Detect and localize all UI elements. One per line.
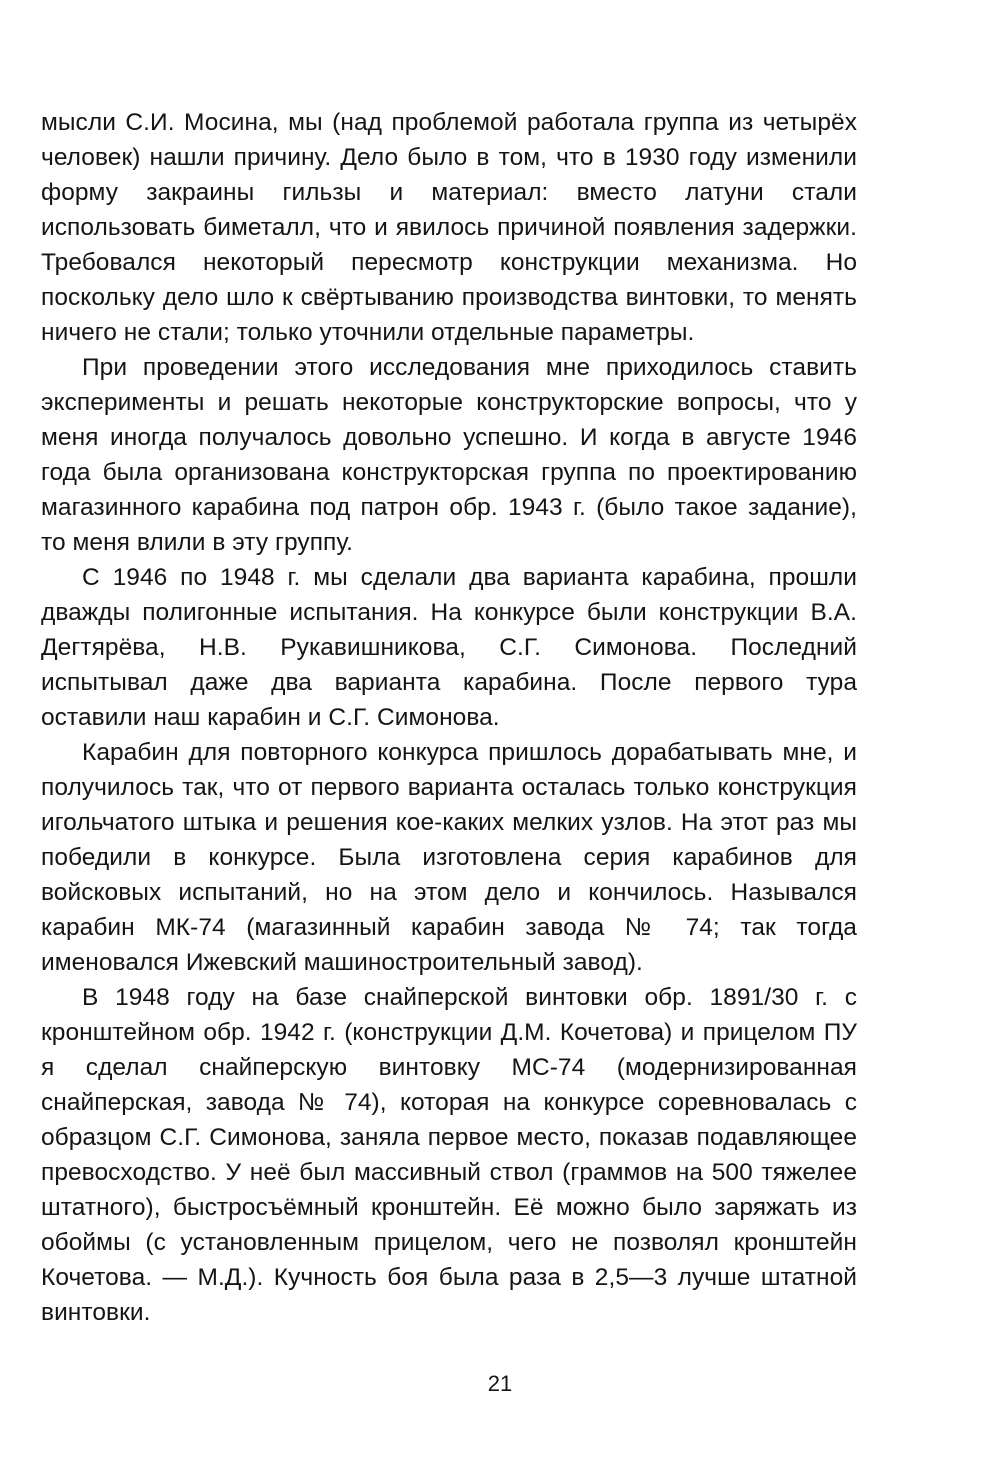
paragraph-1: мысли С.И. Мосина, мы (над проблемой работала группа из четырёх человек) нашли причину. Дело было в том, что в 1930 году изменили форму закраины гильзы и материал: вместо латуни стали использовать биметалл, что и явилось причиной появления задержки. Требовался некоторый пересмотр конструкции механизма. Но поскольку дело шло к свёртыванию производства винтовки, то менять ничего не стали; только уточнили отдельные параметры. (41, 109, 857, 346)
paragraph-5: В 1948 году на базе снайперской винтовки обр. 1891/30 г. с кронштейном обр. 1942 г. (конструкции Д.М. Кочетова) и прицелом ПУ я сделал снайперскую винтовку МС-74 (модернизированная снайперская, завода № 74), которая на конкурсе соревновалась с образцом С.Г. Симонова, заняла первое место, показав подавляющее превосходство. У неё был массивный ствол (граммов на 500 тяжелее штатного), быстросъёмный кронштейн. Её можно было заряжать из обоймы (с установленным прицелом, чего не позволял кронштейн Кочетова. — М.Д.). Кучность боя была раза в 2,5—3 лучше штатной винтовки. (41, 984, 857, 1326)
paragraph-2: При проведении этого исследования мне приходилось ставить эксперименты и решать некоторые конструкторские вопросы, что у меня иногда получалось довольно успешно. И когда в августе 1946 года была организована конструкторская группа по проектированию магазинного карабина под патрон обр. 1943 г. (было такое задание), то меня влили в эту группу. (41, 354, 857, 556)
page-number: 21 (487, 1371, 513, 1396)
body-text (41, 105, 857, 1330)
paragraph-4: Карабин для повторного конкурса пришлось дорабатывать мне, и получилось так, что от первого варианта осталась только конструкция игольчатого штыка и решения кое-каких мелких узлов. На этот раз мы победили в конкурсе. Была изготовлена серия карабинов для войсковых испытаний, но на этом дело и кончилось. Назывался карабин МК-74 (магазинный карабин завода № 74; так тогда именовался Ижевский машиностроительный завод). (41, 739, 857, 976)
paragraph-3: С 1946 по 1948 г. мы сделали два варианта карабина, прошли дважды полигонные испытания. На конкурсе были конструкции В.А. Дегтярёва, Н.В. Рукавишникова, С.Г. Симонова. Последний испытывал даже два варианта карабина. После первого тура оставили наш карабин и С.Г. Симонова. (41, 564, 857, 731)
